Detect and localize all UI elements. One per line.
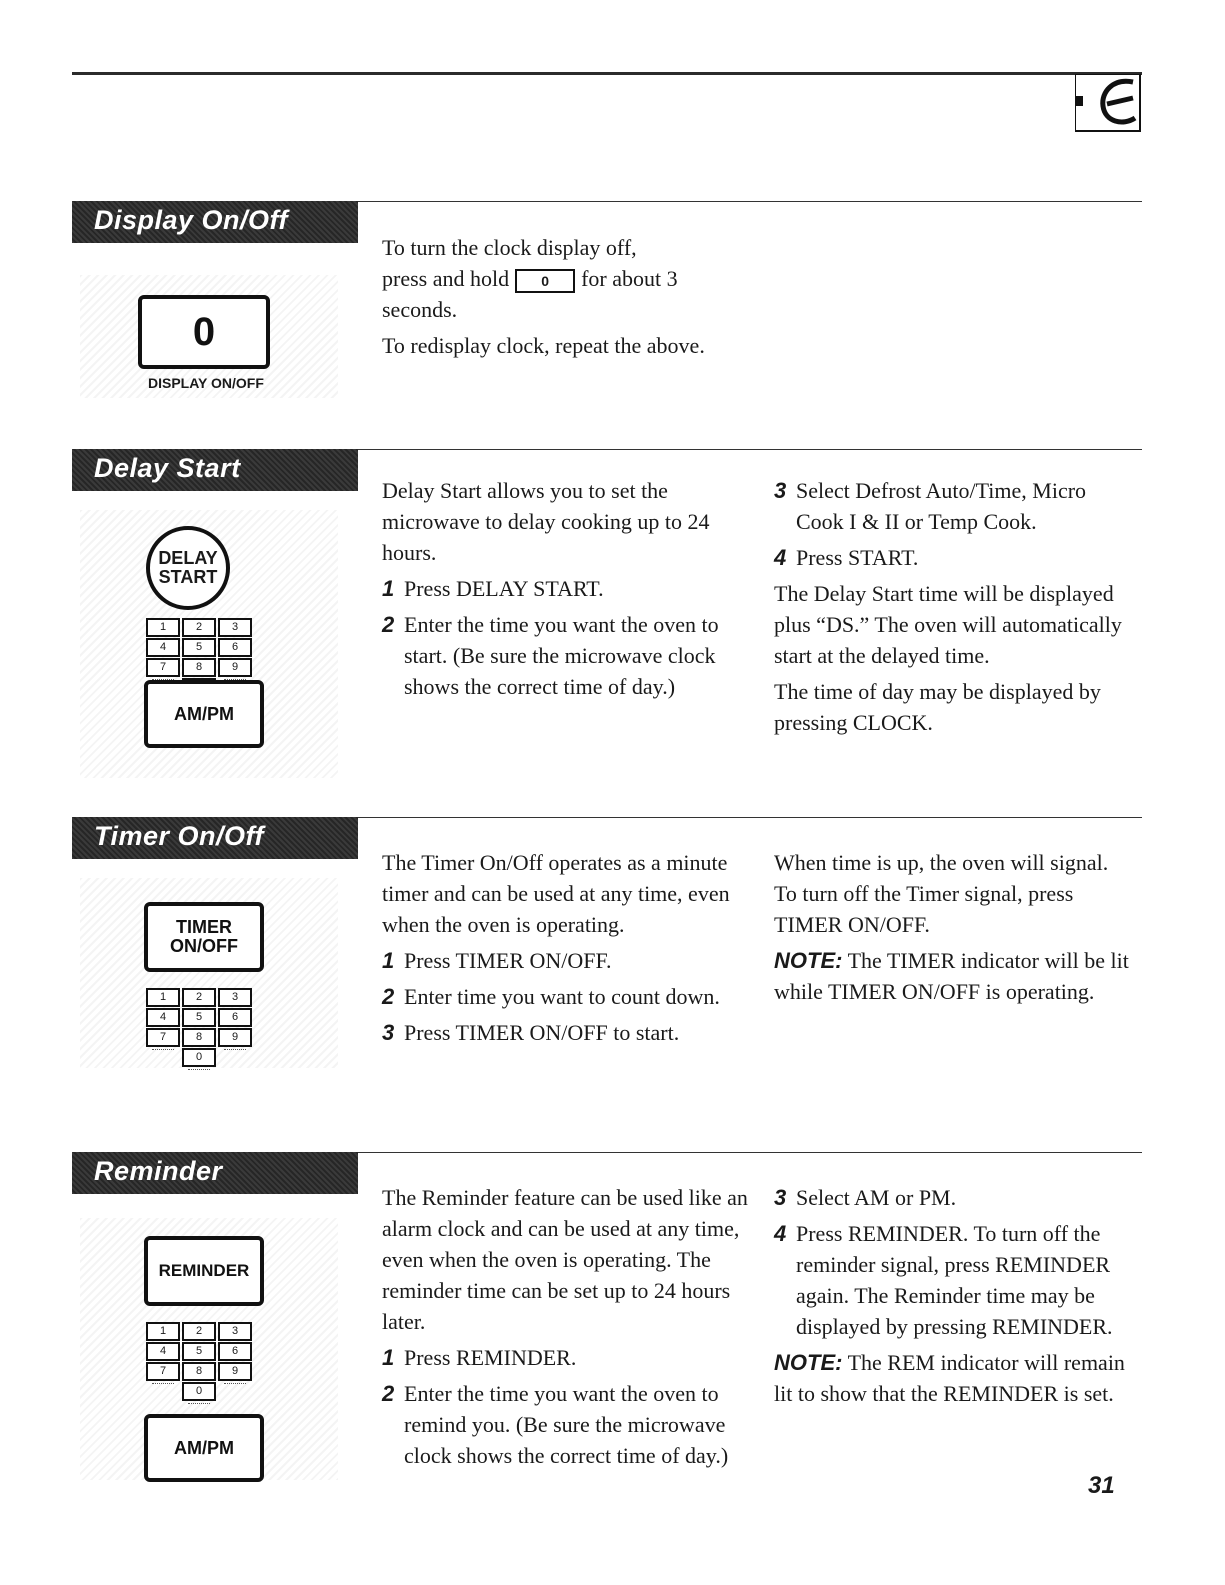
delay-col2 [774,475,1139,743]
note-label: NOTE: [774,948,843,973]
keypad-key-4: 4 [146,1342,180,1361]
step-number: 4 [774,545,787,570]
step-number: 3 [382,1020,395,1045]
display-p2: To redisplay clock, repeat the above. [382,333,705,358]
delay-after2: The time of day may be displayed by pressing CLOCK. [774,679,1101,735]
keypad-key-5: 5 [182,638,216,657]
keypad-key-1: 1 [146,1322,180,1341]
keypad-key-8: 8 [182,1362,216,1381]
delay-after1: The Delay Start time will be displayed plus “DS.” The oven will automatically start at the delayed time. [774,581,1122,668]
section-header-timer [72,817,358,859]
step [382,573,752,604]
note-text: The REM indicator will remain lit to show that the REMINDER is set. [774,1350,1125,1406]
step-number: 1 [382,948,395,973]
zero-key: 0 [138,295,270,369]
keypad-key-0: 0 [182,1048,216,1067]
step [382,945,752,976]
keypad-key-1: 1 [146,988,180,1007]
step-text: Enter the time you want the oven to start. (Be sure the microwave clock shows the correct time of day.) [404,612,719,699]
section-title: Delay Start [94,453,241,483]
keypad-key-7: 7 [146,1362,180,1381]
step [382,1378,752,1471]
display-illustration [80,275,338,398]
keypad-key-8: 8 [182,1028,216,1047]
text-line: for about 3 [581,266,678,291]
step [774,1182,1142,1213]
section-header-delay [72,449,358,491]
timer-note [774,945,1134,1007]
delay-start-key: DELAY START [146,526,230,610]
keypad-key-7: 7 [146,658,180,677]
inline-zero-key: 0 [515,269,575,293]
display-p1 [382,232,742,325]
keypad-key-9: 9 [218,1028,252,1047]
reminder-col2 [774,1182,1142,1414]
step-text: Press START. [796,545,919,570]
step-number: 2 [382,984,395,1009]
timer-intro: The Timer On/Off operates as a minute timer and can be used at any time, even when the oven is operating. [382,850,730,937]
timer-col2 [774,847,1134,1012]
keypad-key-6: 6 [218,1342,252,1361]
keypad-key-3: 3 [218,618,252,637]
step [382,1342,752,1373]
text-line: press and hold [382,266,510,291]
step [382,981,752,1012]
step-number: 2 [382,1381,395,1406]
step-number: 2 [382,612,395,637]
reminder-key: REMINDER [144,1236,264,1306]
step [774,1218,1142,1342]
reminder-col1 [382,1182,752,1471]
keypad-key-9: 9 [218,1362,252,1381]
keypad-key-5: 5 [182,1342,216,1361]
reminder-intro: The Reminder feature can be used like an alarm clock and can be used at any time, even when the oven is operating. The reminder time can be set up to 24 hours later. [382,1185,748,1334]
keypad-key-2: 2 [182,618,216,637]
step-text: Press TIMER ON/OFF to start. [404,1020,680,1045]
section-title: Timer On/Off [94,821,265,851]
step-number: 1 [382,576,395,601]
keypad-key-6: 6 [218,638,252,657]
keypad-key-2: 2 [182,988,216,1007]
text-line: To turn the clock display off, [382,235,637,260]
section-header-display [72,201,358,243]
step-text: Select Defrost Auto/Time, Micro Cook I & II or Temp Cook. [796,478,1087,534]
display-text [382,232,742,366]
timer-right: When time is up, the oven will signal. To turn off the Timer signal, press TIMER ON/OFF. [774,850,1109,937]
keypad-key-5: 5 [182,1008,216,1027]
step-number: 4 [774,1221,787,1246]
keypad-key-2: 2 [182,1322,216,1341]
section-header-reminder [72,1152,358,1194]
step [774,542,1139,573]
keypad-key-4: 4 [146,1008,180,1027]
reminder-note [774,1347,1142,1409]
timer-illustration [80,878,338,1068]
keypad-key-7: 7 [146,1028,180,1047]
page-number: 31 [1088,1472,1115,1499]
step-text: Press REMINDER. [404,1345,577,1370]
step-text: Select AM or PM. [796,1185,957,1210]
step-text: Enter time you want to count down. [404,984,720,1009]
keypad-key-0: 0 [182,1382,216,1401]
keypad-key-8: 8 [182,658,216,677]
delay-intro: Delay Start allows you to set the microwave to delay cooking up to 24 hours. [382,478,710,565]
timer-col1 [382,847,752,1048]
ampm-key: AM/PM [144,680,264,748]
keypad-key-6: 6 [218,1008,252,1027]
note-label: NOTE: [774,1350,843,1375]
reminder-illustration [80,1218,338,1480]
top-rule [72,72,1142,75]
step [382,609,752,702]
section-title: Display On/Off [94,205,289,235]
step [774,475,1139,537]
display-key-caption: DISPLAY ON/OFF [148,375,264,391]
keypad-key-3: 3 [218,988,252,1007]
note-text: The TIMER indicator will be lit while TIMER ON/OFF is operating. [774,948,1129,1004]
step-number: 3 [774,478,787,503]
step-text: Press TIMER ON/OFF. [404,948,612,973]
step [382,1017,752,1048]
step-text: Press DELAY START. [404,576,604,601]
section-title: Reminder [94,1156,223,1186]
language-tab-icon [1075,74,1141,132]
step-text: Press REMINDER. To turn off the reminder signal, press REMINDER again. The Reminder time may be displayed by pressing REMINDER. [796,1221,1113,1339]
timer-key: TIMER ON/OFF [144,902,264,972]
keypad-key-4: 4 [146,638,180,657]
text-line: seconds. [382,297,458,322]
delay-col1 [382,475,752,702]
keypad-key-1: 1 [146,618,180,637]
keypad-key-3: 3 [218,1322,252,1341]
ampm-key: AM/PM [144,1414,264,1482]
step-number: 1 [382,1345,395,1370]
step-text: Enter the time you want the oven to remind you. (Be sure the microwave clock shows the correct time of day.) [404,1381,729,1468]
step-number: 3 [774,1185,787,1210]
keypad-key-9: 9 [218,658,252,677]
delay-illustration [80,510,338,778]
